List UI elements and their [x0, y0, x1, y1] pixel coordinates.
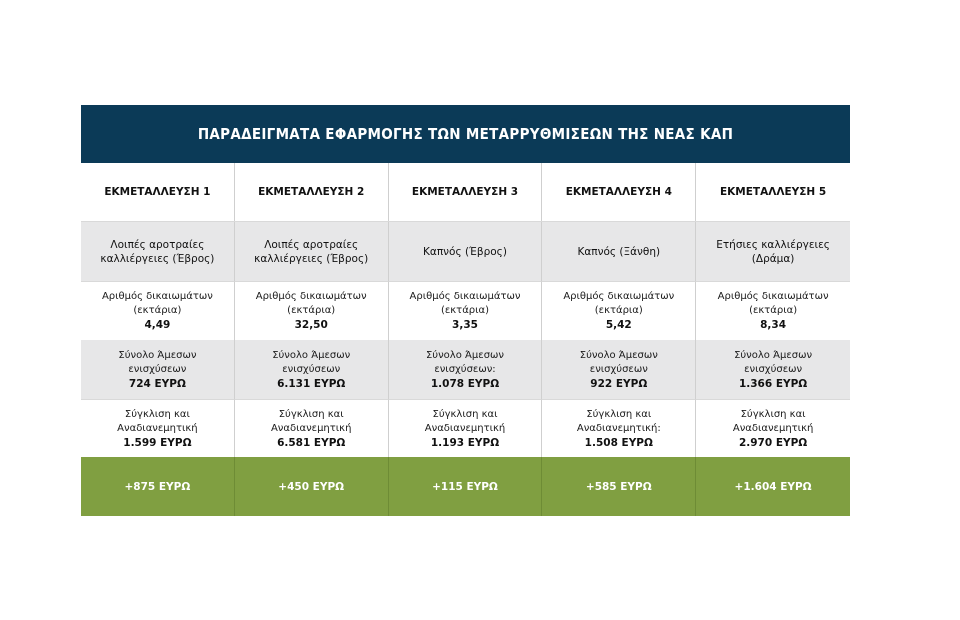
convergence-value: 1.599 ΕΥΡΩ — [123, 436, 192, 449]
convergence-value: 1.193 ΕΥΡΩ — [430, 436, 500, 449]
convergence-value: 6.581 ΕΥΡΩ — [277, 436, 346, 449]
direct-payments-label: Σύνολο Άμεσων ενισχύσεων — [272, 349, 351, 375]
direct-payments-value: 1.078 ΕΥΡΩ — [430, 377, 500, 390]
rights-cell — [542, 281, 696, 340]
rights-label: Αριθμός δικαιωμάτων (εκτάρια) — [409, 291, 521, 316]
difference-cell: +115 ΕΥΡΩ — [389, 457, 543, 516]
convergence-cell — [542, 399, 696, 457]
rights-cell — [81, 281, 235, 340]
convergence-row — [81, 399, 850, 457]
direct-payments-cell — [81, 340, 235, 399]
direct-payments-value: 724 ΕΥΡΩ — [128, 377, 186, 390]
convergence-label: Σύγκλιση και Αναδιανεμητική — [117, 408, 198, 434]
rights-cell — [235, 281, 389, 340]
crop-cell: Λοιπές αροτραίες καλλιέργειες (Έβρος) — [81, 222, 235, 281]
direct-payments-label: Σύνολο Άμεσων ενισχύσεων — [734, 349, 813, 375]
direct-payments-value: 1.366 ΕΥΡΩ — [738, 377, 808, 390]
rights-cell — [389, 281, 543, 340]
difference-cell: +585 ΕΥΡΩ — [542, 457, 696, 516]
rights-value: 32,50 — [294, 319, 328, 331]
difference-cell: +875 ΕΥΡΩ — [81, 457, 235, 516]
difference-cell: +1.604 ΕΥΡΩ — [696, 457, 850, 516]
rights-value: 8,34 — [760, 319, 787, 331]
rights-label: Αριθμός δικαιωμάτων (εκτάρια) — [563, 291, 675, 316]
rights-cell — [696, 281, 850, 340]
difference-row — [81, 457, 850, 516]
convergence-value: 2.970 ΕΥΡΩ — [738, 436, 808, 449]
convergence-label: Σύγκλιση και Αναδιανεμητική — [270, 408, 352, 434]
crop-cell: Καπνός (Ξάνθη) — [542, 222, 696, 281]
crop-cell: Λοιπές αροτραίες καλλιέργειες (Έβρος) — [235, 222, 389, 281]
rights-label: Αριθμός δικαιωμάτων (εκτάρια) — [255, 291, 367, 316]
direct-payments-value: 6.131 ΕΥΡΩ — [277, 377, 346, 390]
direct-payments-cell — [235, 340, 389, 399]
convergence-cell — [696, 399, 850, 457]
rights-label: Αριθμός δικαιωμάτων (εκτάρια) — [717, 291, 829, 316]
direct-payments-label: Σύνολο Άμεσων ενισχύσεων: — [425, 349, 504, 375]
direct-payments-label: Σύνολο Άμεσων ενισχύσεων — [579, 349, 658, 375]
rights-value: 5,42 — [605, 319, 632, 331]
rights-row — [81, 281, 850, 340]
column-header: ΕΚΜΕΤΑΛΛΕΥΣΗ 5 — [720, 186, 827, 198]
convergence-label: Σύγκλιση και Αναδιανεμητική — [424, 408, 506, 434]
crop-cell: Καπνός (Έβρος) — [389, 222, 543, 281]
reform-examples-table — [81, 105, 850, 516]
difference-cell: +450 ΕΥΡΩ — [235, 457, 389, 516]
convergence-label: Σύγκλιση και Αναδιανεμητική — [732, 408, 814, 434]
direct-payments-label: Σύνολο Άμεσων ενισχύσεων — [118, 349, 197, 375]
crop-cell: Ετήσιες καλλιέργειες (Δράμα) — [696, 222, 850, 281]
rights-value: 3,35 — [452, 319, 478, 331]
convergence-label: Σύγκλιση και Αναδιανεμητική: — [576, 408, 661, 434]
direct-payments-cell — [542, 340, 696, 399]
column-header: ΕΚΜΕΤΑΛΛΕΥΣΗ 3 — [389, 163, 543, 221]
rights-label: Αριθμός δικαιωμάτων (εκτάρια) — [101, 291, 213, 316]
direct-payments-cell — [696, 340, 850, 399]
column-header: ΕΚΜΕΤΑΛΛΕΥΣΗ 4 — [542, 163, 696, 221]
column-header: ΕΚΜΕΤΑΛΛΕΥΣΗ 2 — [235, 163, 389, 221]
convergence-cell — [389, 399, 543, 457]
direct-payments-cell — [389, 340, 543, 399]
direct-payments-row — [81, 340, 850, 399]
convergence-cell — [81, 399, 235, 457]
convergence-cell — [235, 399, 389, 457]
table-title: ΠΑΡΑΔΕΙΓΜΑΤΑ ΕΦΑΡΜΟΓΗΣ ΤΩΝ ΜΕΤΑΡΡΥΘΜΙΣΕΩΝ ΤΗΣ ΝΕΑΣ ΚΑΠ — [81, 105, 850, 163]
rights-value: 4,49 — [144, 319, 171, 331]
column-header: ΕΚΜΕΤΑΛΛΕΥΣΗ 1 — [81, 163, 235, 221]
header-row — [81, 163, 850, 222]
direct-payments-value: 922 ΕΥΡΩ — [590, 377, 648, 390]
convergence-value: 1.508 ΕΥΡΩ — [584, 436, 653, 449]
crop-row — [81, 222, 850, 281]
